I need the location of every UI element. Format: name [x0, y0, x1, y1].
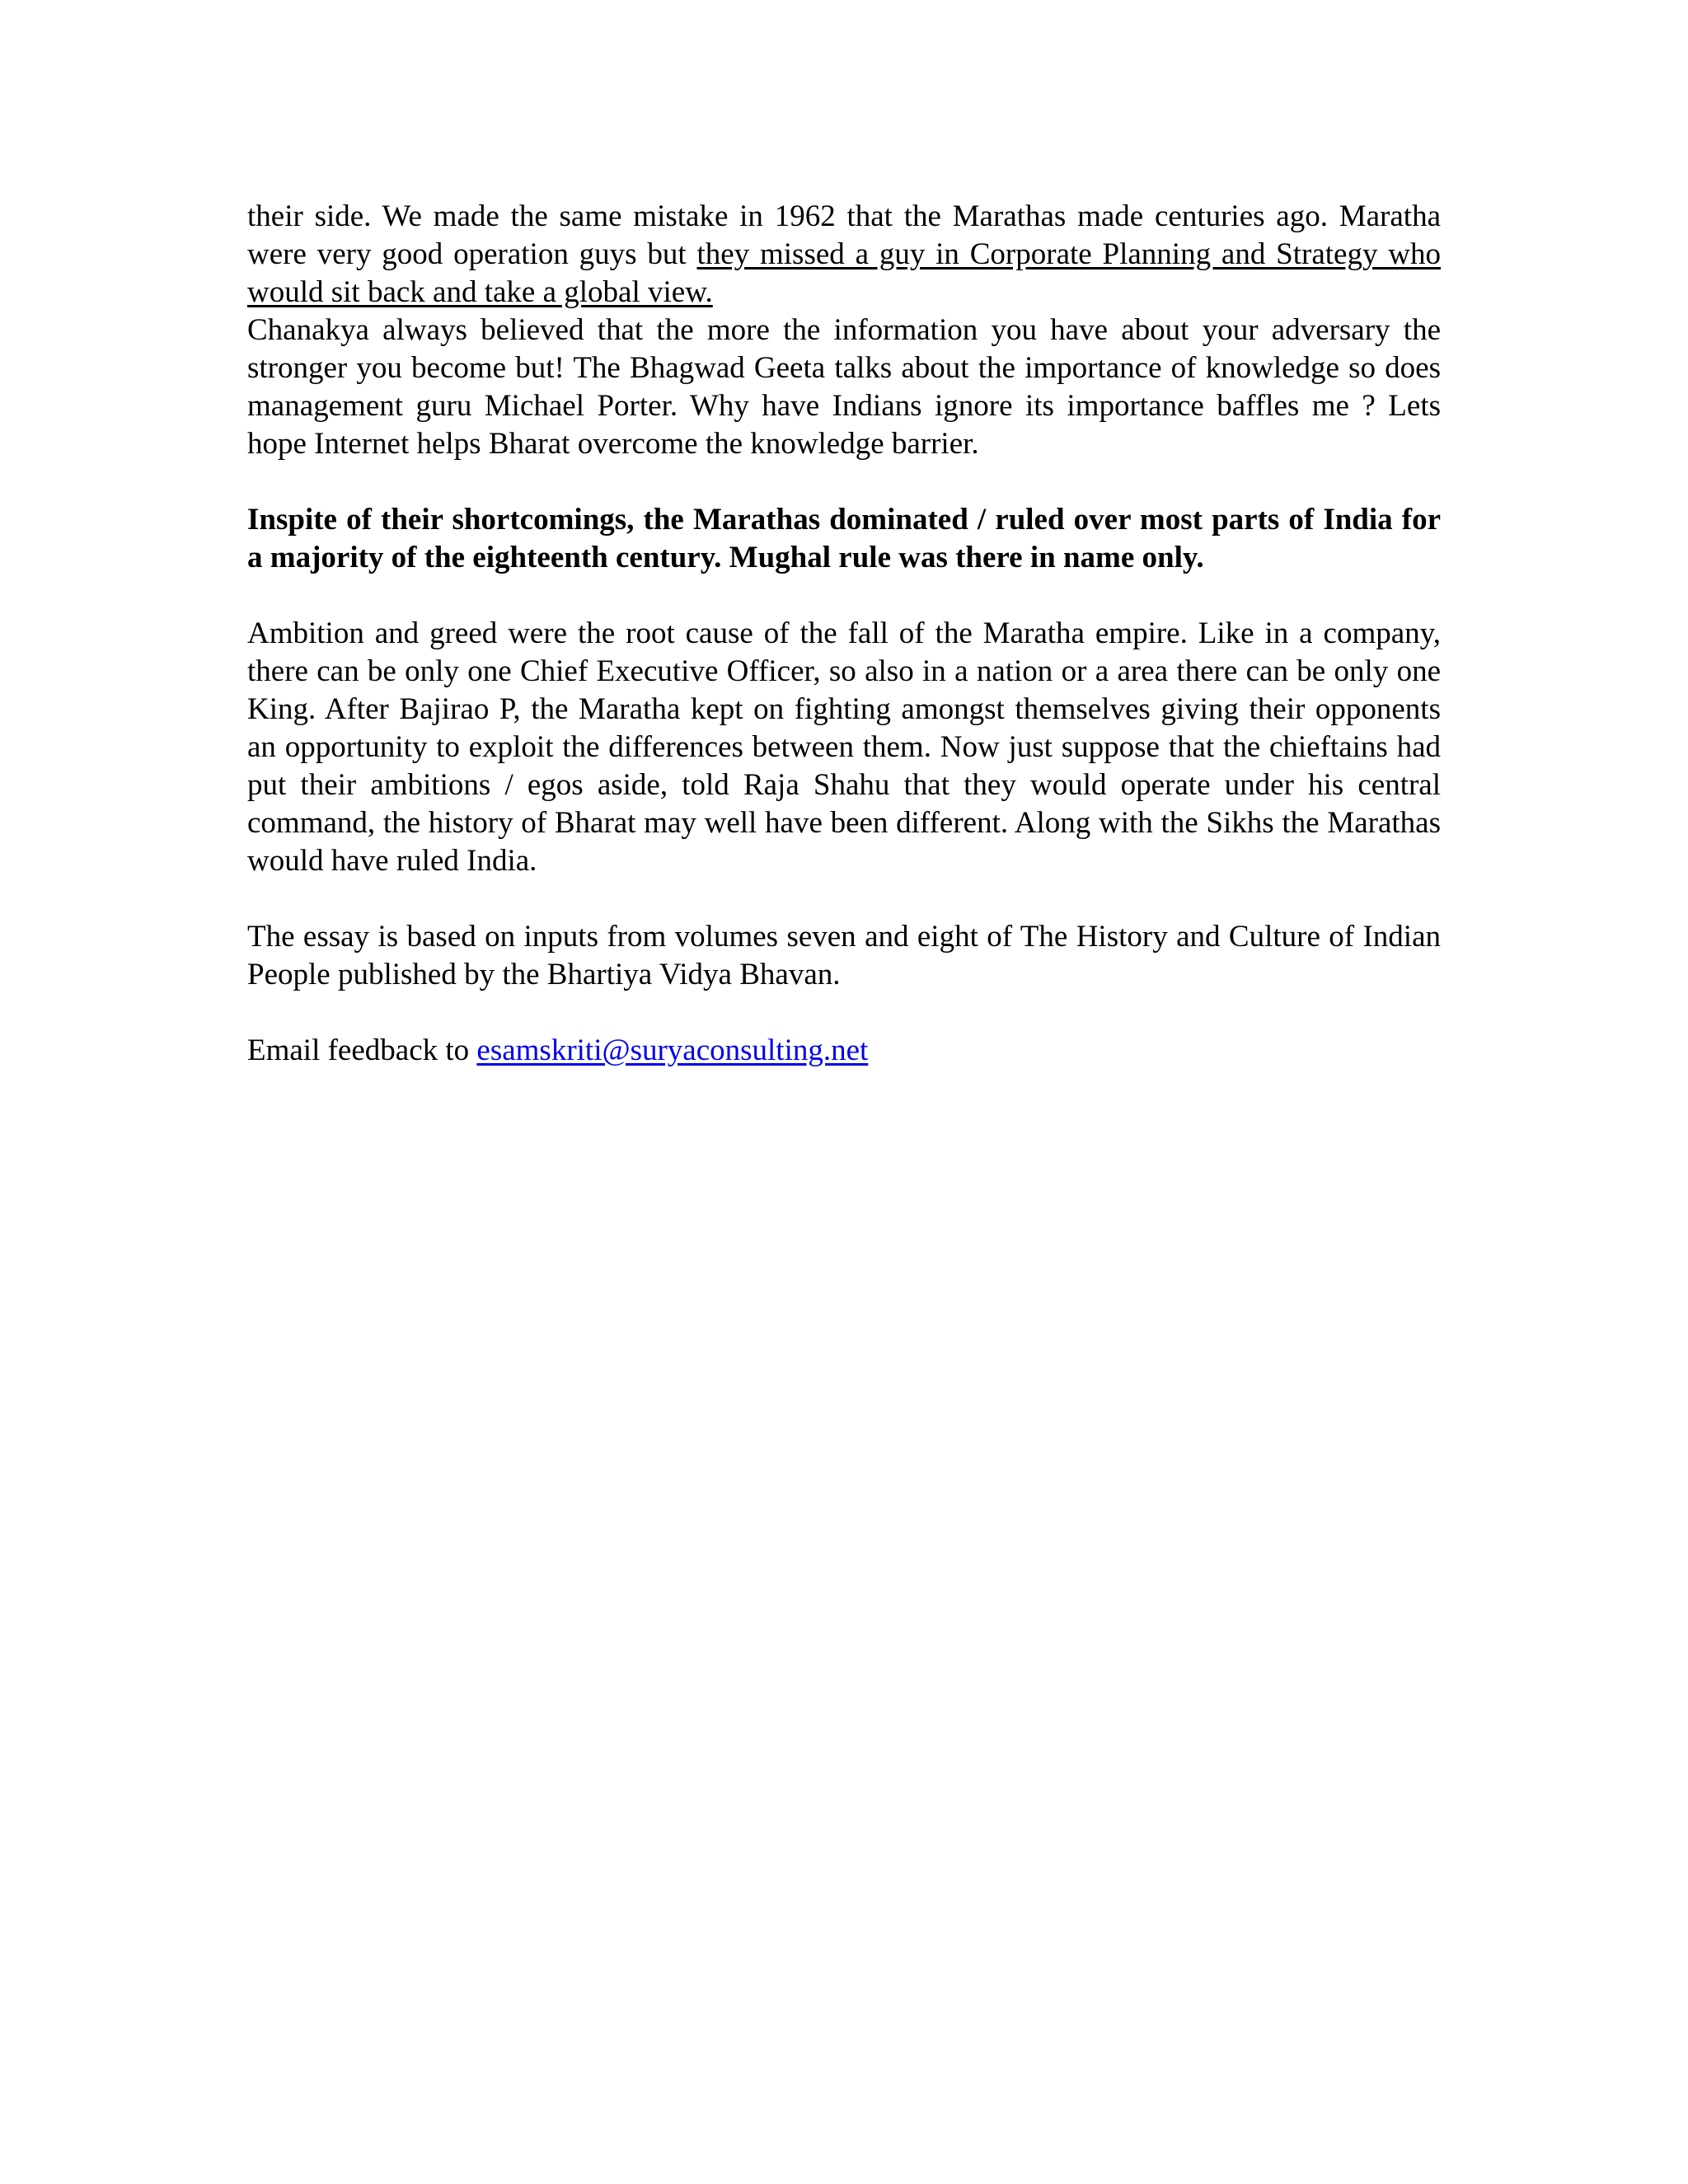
- paragraph-marathas-mistake-text: their side. We made the same mistake in 1962 that the Marathas made centuries ago. Maratha were very good operation guys but: [247, 199, 1441, 271]
- underlined-global-view-text: they missed a guy in Corporate Planning and Strategy who would sit back and take a global view.: [247, 237, 1441, 309]
- paragraph-bold-marathas-dominated: Inspite of their shortcomings, the Marathas dominated / ruled over most parts of India for a majority of the eighteenth century. Mughal rule was there in name only.: [247, 503, 1441, 574]
- paragraph-chanakya: Chanakya always believed that the more the information you have about your adversary the stronger you become but! The Bhagwad Geeta talks about the importance of knowledge so does management guru Michael Porter. Why have Indians ignore its importance baffles me ? Lets hope Internet helps Bharat overcome the knowledge barrier.: [247, 313, 1441, 461]
- paragraph-ambition-and-greed: Ambition and greed were the root cause of the fall of the Maratha empire. Like in a company, there can be only one Chief Executive Officer, so also in a nation or a area there can be only one King. After Bajirao P, the Maratha kept on fighting amongst themselves giving their opponents an opportunity to exploit the differences between them. Now just suppose that the chieftains had put their ambitions / egos aside, told Raja Shahu that they would operate under his central command, the history of Bharat may well have been different. Along with the Sikhs the Marathas would have ruled India.: [247, 616, 1441, 878]
- paragraph-marathas-mistake: [247, 198, 1441, 312]
- feedback-email-link[interactable]: esamskriti@suryaconsulting.net: [476, 1033, 869, 1067]
- feedback-label: Email feedback to: [247, 1033, 477, 1067]
- paragraph-essay-sources: The essay is based on inputs from volumes seven and eight of The History and Culture of Indian People published by the Bhartiya Vidya Bhavan.: [247, 920, 1441, 991]
- feedback-line: [247, 1032, 1441, 1070]
- document-page: [247, 198, 1441, 1070]
